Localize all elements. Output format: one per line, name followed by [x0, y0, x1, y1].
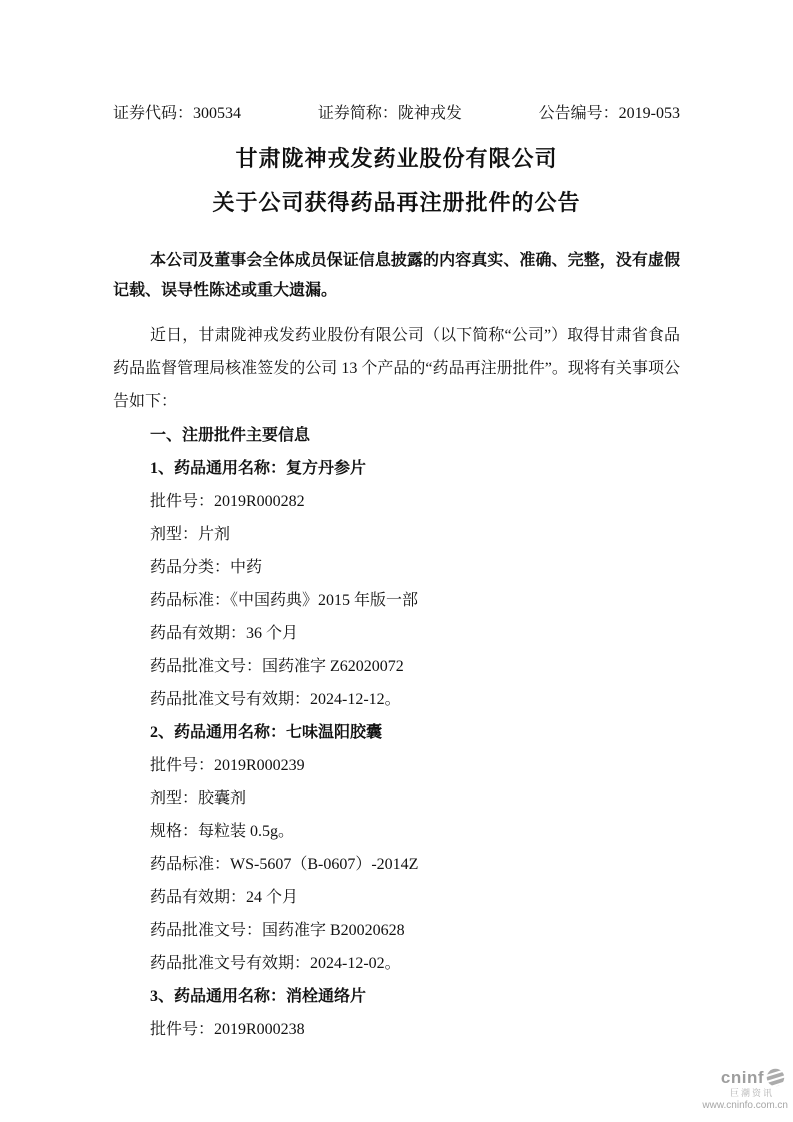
registration-info-list [113, 419, 680, 1046]
product-2-spec: 规格：每粒装 0.5g。 [150, 823, 295, 840]
product-2-standard: 药品标准：WS-5607（B-0607）-2014Z [150, 856, 419, 873]
product-1-dosage-form: 剂型：片剂 [150, 526, 231, 543]
product-1-standard: 药品标准：《中国药典》2015 年版一部 [150, 592, 419, 609]
product-3-approval-no: 批件号：2019R000238 [150, 1021, 305, 1038]
announcement-subject-title: 关于公司获得药品再注册批件的公告 [212, 190, 581, 215]
cninfo-watermark [688, 1067, 788, 1111]
product-1-license-validity: 药品批准文号有效期：2024-12-12。 [150, 691, 401, 708]
board-statement: 本公司及董事会全体成员保证信息披露的内容真实、准确、完整，没有虚假记载、误导性陈述或重大遗漏。 [113, 252, 680, 299]
document-content [113, 103, 680, 1046]
product-2-dosage-form: 剂型：胶囊剂 [150, 790, 247, 807]
product-2-heading: 2、药品通用名称：七味温阳胶囊 [150, 724, 383, 741]
product-1-license-no: 药品批准文号：国药准字 Z62020072 [150, 658, 404, 675]
announcement-number: 公告编号：2019-053 [538, 105, 680, 122]
cninfo-brand-text: cninf [720, 1068, 764, 1087]
product-1-validity: 药品有效期：36 个月 [150, 625, 299, 642]
intro-paragraph: 近日，甘肃陇神戎发药业股份有限公司（以下简称“公司”）取得甘肃省食品药品监督管理局核准签发的公司 13 个产品的“药品再注册批件”。现将有关事项公告如下： [113, 327, 680, 410]
product-2-license-validity: 药品批准文号有效期：2024-12-02。 [150, 955, 401, 972]
cninfo-brand-chinese: 巨潮资讯 [729, 1088, 774, 1098]
section-heading: 一、注册批件主要信息 [150, 427, 311, 444]
cninfo-logo-row [688, 1067, 788, 1088]
cninfo-swirl-icon [765, 1067, 786, 1088]
product-1-heading: 1、药品通用名称：复方丹参片 [150, 460, 367, 477]
company-name-title: 甘肃陇神戎发药业股份有限公司 [235, 146, 558, 171]
product-3-heading: 3、药品通用名称：消栓通络片 [150, 988, 367, 1005]
stock-code: 证券代码：300534 [113, 105, 242, 122]
cninfo-url: www.cninfo.com.cn [702, 1100, 788, 1111]
product-2-license-no: 药品批准文号：国药准字 B20020628 [150, 922, 405, 939]
product-1-approval-no: 批件号：2019R000282 [150, 493, 305, 510]
title-block [113, 137, 680, 225]
product-2-validity: 药品有效期：24 个月 [150, 889, 299, 906]
product-2-approval-no: 批件号：2019R000239 [150, 757, 305, 774]
product-1-category: 药品分类：中药 [150, 559, 263, 576]
document-header [113, 103, 680, 124]
stock-short-name: 证券简称：陇神戎发 [317, 105, 462, 122]
